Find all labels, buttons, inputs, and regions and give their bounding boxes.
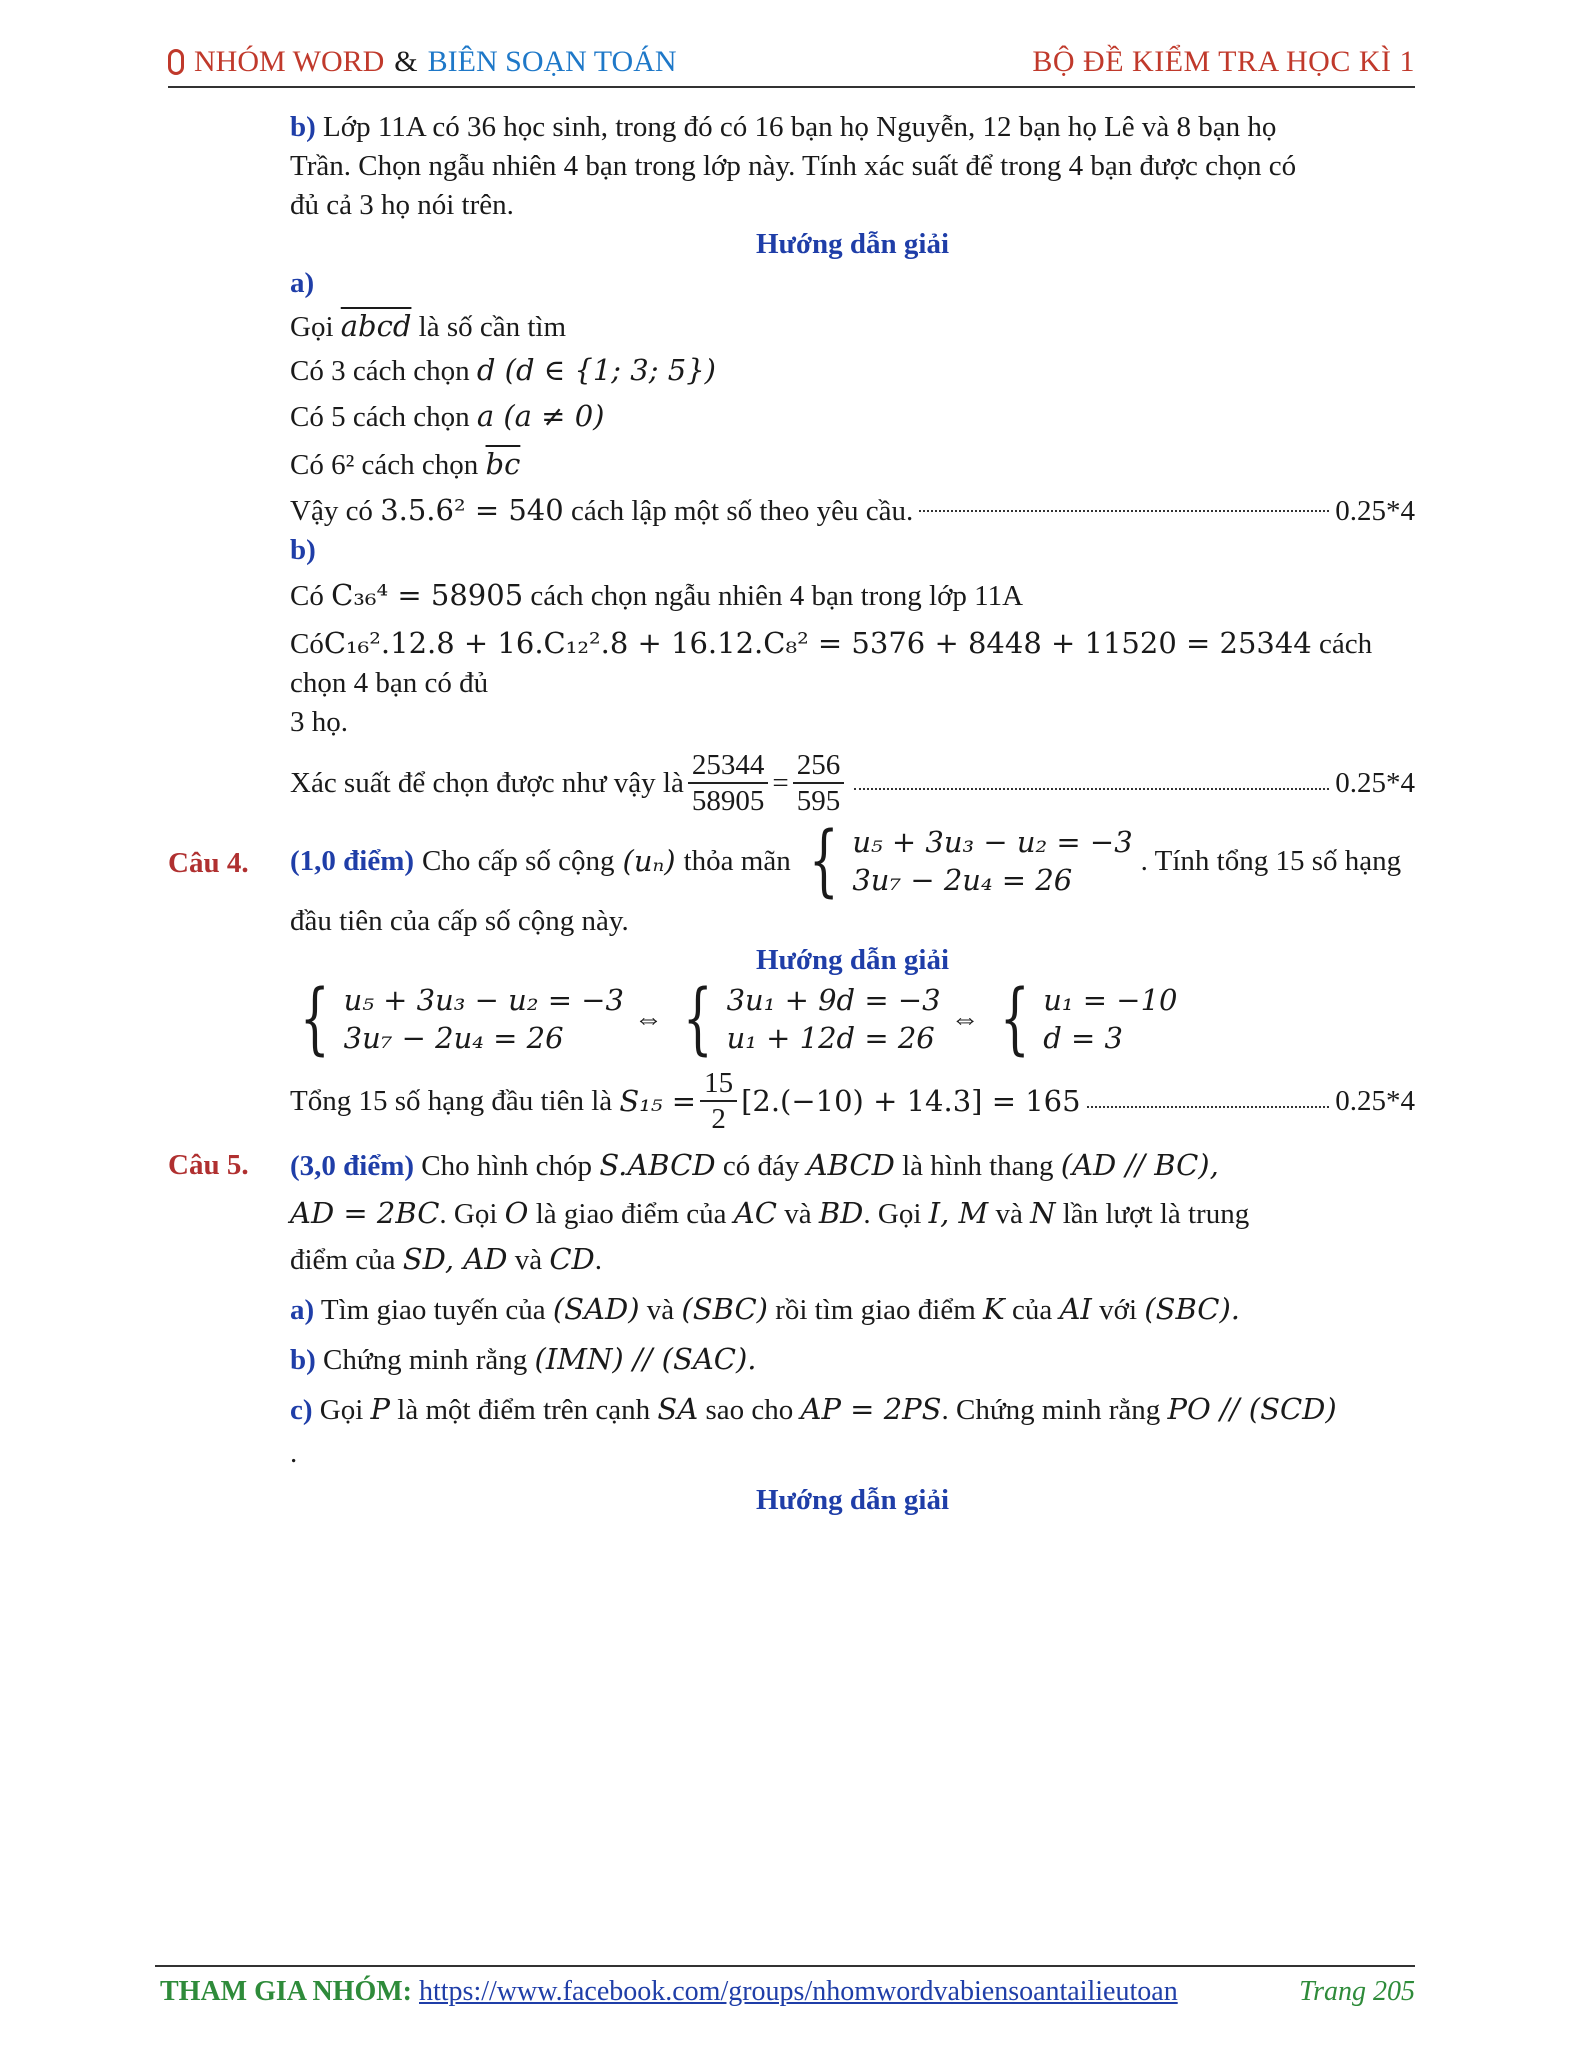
sol3a-score: 0.25*4 [1335, 495, 1415, 527]
q5a-label: a) [290, 1294, 315, 1326]
sol3a-l1c: là số cần tìm [418, 311, 567, 343]
sol4-sum-a: Tổng 15 số hạng đầu tiên là [290, 1084, 613, 1117]
q5-l1b: S.ABCD [599, 1148, 716, 1182]
sol3a-result-line [290, 491, 1415, 531]
q5c-m3: AP = 2PS [800, 1392, 942, 1426]
sol3a-line-3 [168, 397, 1415, 437]
sol3a-l4a: Có 6² cách chọn [290, 449, 479, 481]
sol4-fraction-denominator: 2 [711, 1103, 726, 1135]
sol4-sum-line [168, 1066, 1415, 1136]
header-amp: & [394, 45, 418, 78]
sol3b-line-4 [168, 748, 1415, 818]
sol4-system-1 [290, 974, 624, 1064]
equals-sign: = [772, 766, 789, 799]
q5c-m2: SA [657, 1392, 699, 1426]
header-left [168, 45, 677, 79]
q4-sequence: (uₙ) [622, 843, 676, 878]
fraction-1 [688, 748, 769, 818]
sol3a-line-2 [168, 351, 1415, 391]
question-5-line-1 [168, 1146, 1415, 1186]
q5-l2j: và [995, 1198, 1023, 1230]
q5-l2c: O [504, 1196, 529, 1230]
sol3a-number-abcd: abcd [340, 309, 412, 343]
group-logo-icon [168, 49, 184, 75]
brace-icon: { [682, 974, 713, 1064]
sol4-sum-c: [2.(−10) + 14.3] = 165 [741, 1083, 1081, 1118]
sol3b-l1b: C₃₆⁴ = 58905 [331, 578, 524, 612]
question-5-line-3 [168, 1240, 1415, 1280]
question-5c-dot: . [290, 1437, 298, 1469]
q5a-m5: (SBC). [1144, 1292, 1241, 1326]
question-4-points: (1,0 điểm) [290, 844, 415, 877]
q5a-t3: rồi tìm giao điểm [775, 1294, 976, 1326]
sol4-fraction-numerator: 15 [700, 1066, 737, 1102]
question-4-line-1 [290, 816, 1415, 906]
sol3a-l1a: Gọi [290, 311, 334, 343]
sol3b-l2a: Có [290, 628, 324, 660]
q5a-m1: (SAD) [552, 1292, 640, 1326]
header-title: BỘ ĐỀ KIỂM TRA HỌC KÌ 1 [1032, 45, 1415, 78]
q5-l2l: lần lượt là trung [1062, 1198, 1250, 1230]
sol4-s1b: 3u₇ − 2u₄ = 26 [343, 1021, 564, 1055]
q4-t2: thỏa mãn [683, 844, 791, 877]
q5a-t1: Tìm giao tuyến của [320, 1294, 546, 1326]
sol4-systems [168, 974, 1415, 1064]
q5c-m4: PO // (SCD) [1167, 1392, 1337, 1426]
sol4-s3b: d = 3 [1043, 1021, 1123, 1055]
q5-l2d: là giao điểm của [535, 1198, 727, 1230]
question-5c [168, 1390, 1415, 1430]
question-5b [168, 1340, 1415, 1380]
page-number: Trang 205 [1299, 1976, 1415, 2007]
sol3a-l5c: cách lập một số theo yêu cầu. [570, 495, 914, 527]
sol3b-line-3: 3 họ. [290, 706, 348, 738]
q4-equation-1: u₅ + 3u₃ − u₂ = −3 [852, 825, 1133, 859]
fraction-1-numerator: 25344 [688, 748, 769, 784]
q5-l3c: và [514, 1244, 543, 1276]
q5-l3a: điểm của [290, 1244, 396, 1276]
q5-l2i: I, M [928, 1196, 989, 1230]
q5-l2a: AD = 2BC [290, 1196, 440, 1230]
q5b-label: b) [290, 1344, 316, 1376]
sol3b-l1c: cách chọn ngẫu nhiên 4 bạn trong lớp 11A [530, 580, 1024, 612]
q5a-t4: của [1011, 1294, 1053, 1326]
q4-t1: Cho cấp số cộng [422, 844, 615, 877]
solution-heading-4: Hướng dẫn giải [755, 944, 950, 976]
sol3a-line-5 [168, 491, 1415, 531]
sol3a-l2b: d (d ∈ {1; 3; 5}) [476, 353, 716, 387]
fraction-2-denominator: 595 [796, 785, 841, 817]
fraction-1-denominator: 58905 [691, 785, 765, 817]
sol3a-l3a: Có 5 cách chọn [290, 401, 470, 433]
brace-icon: { [999, 974, 1030, 1064]
footer-group-link[interactable]: https://www.facebook.com/groups/nhomwordvabiensoantailieutoan [419, 1976, 1178, 2007]
q5-l1f: (AD // BC), [1060, 1148, 1219, 1182]
q5c-t4: . Chứng minh rằng [941, 1394, 1161, 1426]
sol3a-l3b: a (a ≠ 0) [476, 399, 605, 433]
sol3a-line-4 [168, 445, 1415, 485]
q5b-math: (IMN) // (SAC). [534, 1342, 757, 1376]
question-3b-line-1 [168, 108, 1415, 147]
leader-dots [1087, 1106, 1330, 1108]
sol4-score: 0.25*4 [1335, 1084, 1415, 1117]
q5-l2e: AC [733, 1196, 777, 1230]
question-5-points: (3,0 điểm) [290, 1150, 415, 1182]
sol3a-line-1 [168, 307, 1415, 347]
brace-icon: { [299, 974, 330, 1064]
equivalence-icon: ⇔ [950, 1002, 980, 1035]
page-content [168, 108, 1415, 1520]
question-4-label: Câu 4. [168, 847, 249, 879]
q5-l2h: . Gọi [863, 1198, 922, 1230]
q5a-m4: AI [1059, 1292, 1092, 1326]
q5-l1e: là hình thang [902, 1150, 1054, 1182]
sol4-fraction [700, 1066, 737, 1136]
q5b-text: Chứng minh rằng [323, 1344, 528, 1376]
sol3a-l4b: $\overline{bc}$ [485, 447, 521, 481]
q5-l3d: CD [549, 1242, 595, 1276]
q5-l3b: SD, AD [402, 1242, 508, 1276]
footer-rule [155, 1965, 1415, 1967]
q5-l3-dot: . [594, 1244, 603, 1276]
header-group-name: NHÓM WORD [194, 45, 385, 78]
q5a-m3: K [983, 1292, 1005, 1326]
q5-l1a: Cho hình chóp [421, 1150, 593, 1182]
sol3a-l2a: Có 3 cách chọn [290, 355, 470, 387]
sol3b-l1a: Có [290, 580, 324, 612]
q5-l2b: . Gọi [439, 1198, 498, 1230]
q5c-m1: P [370, 1392, 391, 1426]
leader-dots [854, 788, 1329, 790]
sol3b-l2b: C₁₆².12.8 + 16.C₁₂².8 + 16.12.C₈² = 5376 + 8448 + 11520 = 25344 [323, 626, 1312, 660]
q5-l1d: ABCD [806, 1148, 895, 1182]
question-3b-text-3: đủ cả 3 họ nói trên. [290, 189, 514, 221]
question-5a [168, 1290, 1415, 1330]
footer-label: THAM GIA NHÓM: [160, 1976, 412, 2007]
leader-dots [919, 510, 1329, 512]
header-group-subtitle: BIÊN SOẠN TOÁN [427, 45, 677, 78]
q5-l2k: N [1030, 1196, 1056, 1230]
question-4-line-2: đầu tiên của cấp số cộng này. [290, 905, 629, 937]
sol4-s2a: 3u₁ + 9d = −3 [726, 983, 941, 1017]
fraction-2 [793, 748, 845, 818]
q5a-t5: với [1099, 1294, 1138, 1326]
q5-l2f: và [784, 1198, 812, 1230]
sol3b-result-line [290, 748, 1415, 818]
q5-l1c: có đáy [722, 1150, 800, 1182]
q5c-label: c) [290, 1394, 313, 1426]
q5c-t2: là một điểm trên cạnh [397, 1394, 651, 1426]
sol3b-label: b) [290, 534, 316, 566]
sol4-s1a: u₅ + 3u₃ − u₂ = −3 [343, 983, 624, 1017]
solution-heading-5: Hướng dẫn giải [755, 1484, 950, 1516]
question-3b-text-2: Trần. Chọn ngẫu nhiên 4 bạn trong lớp này. Tính xác suất để trong 4 bạn được chọn có [290, 150, 1297, 182]
question-5-label: Câu 5. [168, 1149, 249, 1181]
sol3b-l2c: cách chọn 4 bạn có đủ [290, 628, 1373, 699]
question-5-line-2 [168, 1194, 1415, 1234]
q5a-m2: (SBC) [681, 1292, 768, 1326]
sol3b-line-2 [168, 624, 1415, 703]
brace-icon: { [808, 816, 839, 906]
sol4-sum-b: S₁₅ = [619, 1083, 697, 1118]
q5c-t3: sao cho [705, 1394, 794, 1426]
q4-equation-2: 3u₇ − 2u₄ = 26 [852, 863, 1073, 897]
sol4-system-2 [673, 974, 941, 1064]
q4-t3: . Tính tổng 15 số hạng [1140, 844, 1402, 877]
q3b-label: b) [290, 111, 316, 143]
q5-l2g: BD [818, 1196, 864, 1230]
sol3a-label: a) [290, 267, 315, 299]
q5c-t1: Gọi [319, 1394, 364, 1426]
sol4-system-3 [990, 974, 1178, 1064]
sol4-s2b: u₁ + 12d = 26 [726, 1021, 935, 1055]
solution-heading-3: Hướng dẫn giải [755, 228, 950, 260]
sol3b-l4a: Xác suất để chọn được như vậy là [290, 766, 684, 799]
sol3a-l5b: 3.5.6² = 540 [380, 493, 564, 527]
question-4 [168, 816, 1415, 906]
q3b-text-1: Lớp 11A có 36 học sinh, trong đó có 16 bạn họ Nguyễn, 12 bạn họ Lê và 8 bạn họ [323, 111, 1277, 143]
q5a-t2: và [646, 1294, 675, 1326]
sol3b-score: 0.25*4 [1335, 766, 1415, 799]
sol3b-line-1 [168, 576, 1415, 616]
equivalence-icon: ⇔ [633, 1002, 663, 1035]
page-footer [160, 1976, 1415, 2008]
page-header [168, 38, 1415, 88]
sol3a-l5a: Vậy có [290, 495, 373, 527]
q4-system [799, 816, 1133, 906]
fraction-2-numerator: 256 [793, 748, 845, 784]
sol4-s3a: u₁ = −10 [1043, 983, 1178, 1017]
